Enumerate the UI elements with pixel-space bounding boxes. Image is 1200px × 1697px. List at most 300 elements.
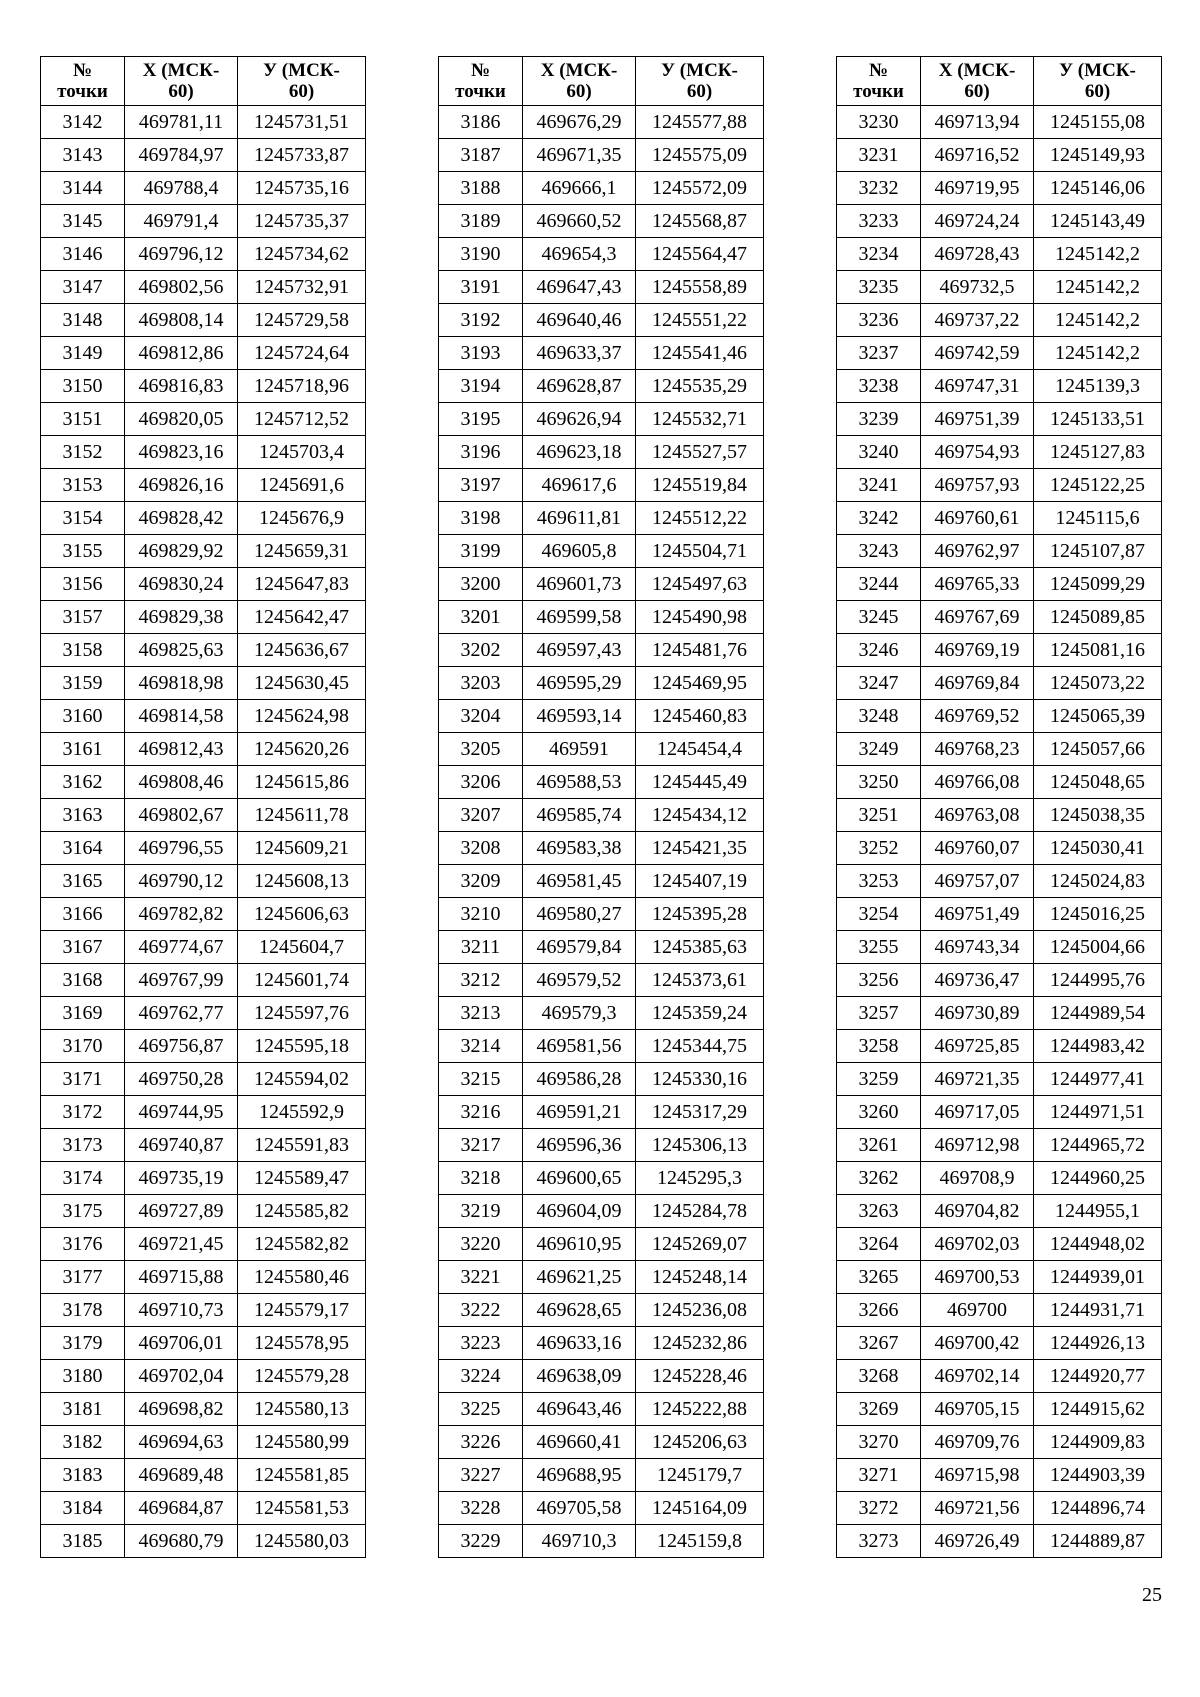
x-coordinate-cell: 469633,16 [523,1327,636,1360]
x-coordinate-cell: 469782,82 [125,898,238,931]
y-coordinate-cell: 1245735,16 [238,172,366,205]
header-line: № [868,60,889,81]
table-row [439,634,764,667]
point-number-cell: 3215 [439,1063,523,1096]
y-coordinate-cell: 1244948,02 [1034,1228,1162,1261]
point-number-cell: 3264 [837,1228,921,1261]
x-coordinate-cell: 469713,94 [921,106,1034,139]
x-coordinate-cell: 469700,42 [921,1327,1034,1360]
table-row [837,898,1162,931]
table-row [837,469,1162,502]
table-row [439,205,764,238]
x-coordinate-cell: 469769,84 [921,667,1034,700]
table-row [41,502,366,535]
y-coordinate-cell: 1245155,08 [1034,106,1162,139]
x-coordinate-cell: 469737,22 [921,304,1034,337]
y-coordinate-cell: 1245592,9 [238,1096,366,1129]
table-row [837,1129,1162,1162]
point-number-cell: 3155 [41,535,125,568]
table-row [439,832,764,865]
point-number-cell: 3224 [439,1360,523,1393]
table-row [439,1294,764,1327]
y-coordinate-cell: 1245624,98 [238,700,366,733]
table-row [439,601,764,634]
y-coordinate-cell: 1244955,1 [1034,1195,1162,1228]
point-number-cell: 3182 [41,1426,125,1459]
x-coordinate-cell: 469700,53 [921,1261,1034,1294]
y-coordinate-cell: 1245606,63 [238,898,366,931]
table-row [41,1492,366,1525]
point-number-cell: 3189 [439,205,523,238]
table-row [837,1360,1162,1393]
y-coordinate-cell: 1245248,14 [636,1261,764,1294]
point-number-cell: 3184 [41,1492,125,1525]
point-number-cell: 3165 [41,865,125,898]
y-coordinate-cell: 1244995,76 [1034,964,1162,997]
x-coordinate-cell: 469796,12 [125,238,238,271]
x-coordinate-cell: 469727,89 [125,1195,238,1228]
point-number-cell: 3236 [837,304,921,337]
point-number-cell: 3253 [837,865,921,898]
x-coordinate-cell: 469725,85 [921,1030,1034,1063]
table-row [41,1393,366,1426]
point-number-cell: 3158 [41,634,125,667]
coordinates-table-1 [40,56,366,1558]
y-coordinate-cell: 1245732,91 [238,271,366,304]
table-row [41,1228,366,1261]
y-coordinate-cell: 1245630,45 [238,667,366,700]
point-number-cell: 3213 [439,997,523,1030]
point-number-cell: 3181 [41,1393,125,1426]
x-coordinate-cell: 469736,47 [921,964,1034,997]
table-row [439,964,764,997]
table-row [837,535,1162,568]
table-row [837,1327,1162,1360]
y-coordinate-cell: 1244903,39 [1034,1459,1162,1492]
table-row [439,568,764,601]
point-number-cell: 3198 [439,502,523,535]
table-row [837,1228,1162,1261]
y-coordinate-cell: 1245164,09 [636,1492,764,1525]
table-row [837,1459,1162,1492]
point-number-cell: 3245 [837,601,921,634]
x-coordinate-cell: 469743,34 [921,931,1034,964]
header-line: У (МСК- [263,60,340,81]
point-number-cell: 3260 [837,1096,921,1129]
y-coordinate-cell: 1245206,63 [636,1426,764,1459]
y-coordinate-cell: 1245434,12 [636,799,764,832]
y-coordinate-cell: 1245030,41 [1034,832,1162,865]
x-coordinate-cell: 469730,89 [921,997,1034,1030]
y-coordinate-cell: 1245718,96 [238,370,366,403]
header-line: № [72,60,93,81]
y-coordinate-cell: 1245139,3 [1034,370,1162,403]
y-coordinate-cell: 1245724,64 [238,337,366,370]
table-row [837,1096,1162,1129]
table-row [41,304,366,337]
y-coordinate-cell: 1244896,74 [1034,1492,1162,1525]
point-number-cell: 3151 [41,403,125,436]
table-row [837,1492,1162,1525]
x-coordinate-cell: 469760,07 [921,832,1034,865]
y-coordinate-cell: 1245532,71 [636,403,764,436]
header-row [41,57,366,106]
table-row [41,205,366,238]
y-coordinate-cell: 1245604,7 [238,931,366,964]
point-number-cell: 3172 [41,1096,125,1129]
point-number-cell: 3250 [837,766,921,799]
point-number-cell: 3162 [41,766,125,799]
y-coordinate-cell: 1245127,83 [1034,436,1162,469]
table-row [439,1129,764,1162]
y-coordinate-cell: 1245585,82 [238,1195,366,1228]
table-row [41,898,366,931]
header-line: Х (МСК- [142,60,220,81]
x-coordinate-cell: 469591 [523,733,636,766]
x-coordinate-cell: 469702,04 [125,1360,238,1393]
table-row [41,1261,366,1294]
x-coordinate-cell: 469593,14 [523,700,636,733]
point-number-cell: 3145 [41,205,125,238]
table-row [837,1030,1162,1063]
table-row [439,997,764,1030]
x-coordinate-cell: 469595,29 [523,667,636,700]
x-coordinate-cell: 469715,98 [921,1459,1034,1492]
y-coordinate-cell: 1245609,21 [238,832,366,865]
table-row [837,832,1162,865]
point-number-cell: 3156 [41,568,125,601]
point-number-cell: 3266 [837,1294,921,1327]
table-row [41,139,366,172]
x-coordinate-cell: 469726,49 [921,1525,1034,1558]
y-coordinate-cell: 1245579,28 [238,1360,366,1393]
y-coordinate-cell: 1245703,4 [238,436,366,469]
table-row [439,1063,764,1096]
point-number-cell: 3220 [439,1228,523,1261]
point-number-cell: 3254 [837,898,921,931]
x-coordinate-cell: 469708,9 [921,1162,1034,1195]
x-coordinate-cell: 469818,98 [125,667,238,700]
table-row [837,139,1162,172]
y-coordinate-cell: 1244915,62 [1034,1393,1162,1426]
y-coordinate-cell: 1244971,51 [1034,1096,1162,1129]
point-number-cell: 3269 [837,1393,921,1426]
header-line: У (МСК- [661,60,738,81]
x-coordinate-cell: 469769,19 [921,634,1034,667]
x-coordinate-cell: 469717,05 [921,1096,1034,1129]
y-coordinate-cell: 1245089,85 [1034,601,1162,634]
table-row [41,766,366,799]
point-number-cell: 3142 [41,106,125,139]
y-coordinate-cell: 1245615,86 [238,766,366,799]
y-coordinate-cell: 1244931,71 [1034,1294,1162,1327]
y-coordinate-cell: 1245236,08 [636,1294,764,1327]
point-number-cell: 3195 [439,403,523,436]
x-coordinate-cell: 469814,58 [125,700,238,733]
table-row [41,799,366,832]
x-coordinate-cell: 469812,43 [125,733,238,766]
header-row [837,57,1162,106]
table-row [837,271,1162,304]
point-number-cell: 3152 [41,436,125,469]
table-row [837,436,1162,469]
y-coordinate-cell: 1245564,47 [636,238,764,271]
x-coordinate-cell: 469617,6 [523,469,636,502]
x-coordinate-cell: 469740,87 [125,1129,238,1162]
table-row [41,1327,366,1360]
point-number-cell: 3261 [837,1129,921,1162]
y-coordinate-cell: 1245317,29 [636,1096,764,1129]
point-number-cell: 3179 [41,1327,125,1360]
point-number-cell: 3243 [837,535,921,568]
table-row [41,700,366,733]
point-number-cell: 3206 [439,766,523,799]
y-coordinate-cell: 1245344,75 [636,1030,764,1063]
y-coordinate-cell: 1244965,72 [1034,1129,1162,1162]
table-row [439,469,764,502]
x-coordinate-cell: 469605,8 [523,535,636,568]
point-number-cell: 3247 [837,667,921,700]
point-number-cell: 3144 [41,172,125,205]
point-number-cell: 3177 [41,1261,125,1294]
y-coordinate-cell: 1245149,93 [1034,139,1162,172]
y-coordinate-cell: 1245228,46 [636,1360,764,1393]
point-number-cell: 3211 [439,931,523,964]
x-coordinate-cell: 469621,25 [523,1261,636,1294]
table-row [837,238,1162,271]
point-number-cell: 3159 [41,667,125,700]
y-coordinate-cell: 1245601,74 [238,964,366,997]
point-number-cell: 3193 [439,337,523,370]
y-coordinate-cell: 1245142,2 [1034,271,1162,304]
y-coordinate-cell: 1245330,16 [636,1063,764,1096]
y-coordinate-cell: 1245608,13 [238,865,366,898]
point-number-cell: 3257 [837,997,921,1030]
header-line: № [470,60,491,81]
point-number-cell: 3167 [41,931,125,964]
table-row [439,106,764,139]
x-coordinate-header [523,57,636,106]
y-coordinate-cell: 1245142,2 [1034,304,1162,337]
y-coordinate-cell: 1245016,25 [1034,898,1162,931]
table-row [439,271,764,304]
header-line: точки [455,81,506,102]
point-number-cell: 3216 [439,1096,523,1129]
x-coordinate-cell: 469700 [921,1294,1034,1327]
table-row [837,865,1162,898]
y-coordinate-cell: 1245373,61 [636,964,764,997]
x-coordinate-cell: 469826,16 [125,469,238,502]
x-coordinate-cell: 469643,46 [523,1393,636,1426]
point-number-cell: 3232 [837,172,921,205]
y-coordinate-cell: 1245581,53 [238,1492,366,1525]
y-coordinate-cell: 1245142,2 [1034,238,1162,271]
y-coordinate-header [636,57,764,106]
point-number-cell: 3242 [837,502,921,535]
point-number-cell: 3227 [439,1459,523,1492]
x-coordinate-cell: 469580,27 [523,898,636,931]
x-coordinate-cell: 469705,58 [523,1492,636,1525]
table-row [41,1360,366,1393]
y-coordinate-cell: 1245122,25 [1034,469,1162,502]
table-row [439,238,764,271]
x-coordinate-cell: 469626,94 [523,403,636,436]
x-coordinate-header [125,57,238,106]
x-coordinate-cell: 469588,53 [523,766,636,799]
table-row [439,1261,764,1294]
point-number-cell: 3148 [41,304,125,337]
table-row [837,1195,1162,1228]
y-coordinate-cell: 1245527,57 [636,436,764,469]
point-number-cell: 3262 [837,1162,921,1195]
x-coordinate-cell: 469721,56 [921,1492,1034,1525]
table-row [439,898,764,931]
table-row [41,469,366,502]
table-row [41,601,366,634]
point-number-cell: 3207 [439,799,523,832]
point-number-header [439,57,523,106]
y-coordinate-cell: 1245232,86 [636,1327,764,1360]
point-number-cell: 3157 [41,601,125,634]
table-row [41,106,366,139]
table-row [837,634,1162,667]
x-coordinate-cell: 469751,49 [921,898,1034,931]
point-number-cell: 3174 [41,1162,125,1195]
point-number-cell: 3154 [41,502,125,535]
x-coordinate-cell: 469744,95 [125,1096,238,1129]
table-row [439,304,764,337]
point-number-cell: 3214 [439,1030,523,1063]
table-row [439,733,764,766]
x-coordinate-cell: 469788,4 [125,172,238,205]
table-row [837,733,1162,766]
x-coordinate-cell: 469796,55 [125,832,238,865]
point-number-cell: 3178 [41,1294,125,1327]
table-row [41,1426,366,1459]
table-row [439,403,764,436]
x-coordinate-cell: 469766,08 [921,766,1034,799]
page-number: 25 [1142,1584,1162,1606]
x-coordinate-cell: 469689,48 [125,1459,238,1492]
x-coordinate-cell: 469676,29 [523,106,636,139]
table-row [41,271,366,304]
x-coordinate-cell: 469823,16 [125,436,238,469]
x-coordinate-cell: 469660,41 [523,1426,636,1459]
table-row [41,1459,366,1492]
x-coordinate-cell: 469709,76 [921,1426,1034,1459]
x-coordinate-cell: 469596,36 [523,1129,636,1162]
point-number-cell: 3169 [41,997,125,1030]
y-coordinate-cell: 1245497,63 [636,568,764,601]
x-coordinate-cell: 469694,63 [125,1426,238,1459]
point-number-cell: 3228 [439,1492,523,1525]
table-row [837,667,1162,700]
point-number-cell: 3185 [41,1525,125,1558]
point-number-cell: 3248 [837,700,921,733]
y-coordinate-cell: 1245733,87 [238,139,366,172]
table-row [837,172,1162,205]
y-coordinate-cell: 1245179,7 [636,1459,764,1492]
point-number-cell: 3199 [439,535,523,568]
y-coordinate-cell: 1244989,54 [1034,997,1162,1030]
point-number-cell: 3218 [439,1162,523,1195]
table-row [41,931,366,964]
point-number-cell: 3186 [439,106,523,139]
point-number-header [837,57,921,106]
point-number-cell: 3171 [41,1063,125,1096]
header-line: точки [57,81,108,102]
table-row [41,535,366,568]
y-coordinate-cell: 1244983,42 [1034,1030,1162,1063]
x-coordinate-cell: 469750,28 [125,1063,238,1096]
x-coordinate-cell: 469812,86 [125,337,238,370]
table-row [41,1294,366,1327]
table-row [439,931,764,964]
point-number-cell: 3271 [837,1459,921,1492]
point-number-cell: 3176 [41,1228,125,1261]
y-coordinate-cell: 1245647,83 [238,568,366,601]
point-number-cell: 3219 [439,1195,523,1228]
point-number-cell: 3223 [439,1327,523,1360]
table-row [41,337,366,370]
table-row [837,568,1162,601]
point-number-cell: 3183 [41,1459,125,1492]
x-coordinate-cell: 469735,19 [125,1162,238,1195]
x-coordinate-cell: 469721,35 [921,1063,1034,1096]
y-coordinate-cell: 1245581,85 [238,1459,366,1492]
table-row [439,502,764,535]
y-coordinate-cell: 1245580,13 [238,1393,366,1426]
x-coordinate-cell: 469828,42 [125,502,238,535]
point-number-cell: 3272 [837,1492,921,1525]
point-number-cell: 3225 [439,1393,523,1426]
x-coordinate-cell: 469628,87 [523,370,636,403]
point-number-cell: 3251 [837,799,921,832]
y-coordinate-cell: 1245295,3 [636,1162,764,1195]
table-row [41,568,366,601]
point-number-cell: 3265 [837,1261,921,1294]
table-row [837,1426,1162,1459]
y-coordinate-cell: 1245735,37 [238,205,366,238]
table-row [41,1162,366,1195]
x-coordinate-cell: 469724,24 [921,205,1034,238]
point-number-cell: 3235 [837,271,921,304]
table-row [439,1327,764,1360]
y-coordinate-cell: 1245481,76 [636,634,764,667]
y-coordinate-cell: 1245597,76 [238,997,366,1030]
x-coordinate-cell: 469633,37 [523,337,636,370]
x-coordinate-cell: 469820,05 [125,403,238,436]
x-coordinate-cell: 469710,3 [523,1525,636,1558]
header-line: 60) [168,81,194,102]
x-coordinate-cell: 469581,45 [523,865,636,898]
y-coordinate-cell: 1245580,99 [238,1426,366,1459]
table-row [41,1096,366,1129]
table-row [837,1294,1162,1327]
y-coordinate-cell: 1245712,52 [238,403,366,436]
table-row [837,997,1162,1030]
y-coordinate-cell: 1245143,49 [1034,205,1162,238]
y-coordinate-cell: 1245591,83 [238,1129,366,1162]
y-coordinate-cell: 1245575,09 [636,139,764,172]
x-coordinate-cell: 469760,61 [921,502,1034,535]
table-row [439,1195,764,1228]
x-coordinate-cell: 469671,35 [523,139,636,172]
x-coordinate-cell: 469829,38 [125,601,238,634]
point-number-cell: 3153 [41,469,125,502]
x-coordinate-cell: 469712,98 [921,1129,1034,1162]
y-coordinate-cell: 1245579,17 [238,1294,366,1327]
